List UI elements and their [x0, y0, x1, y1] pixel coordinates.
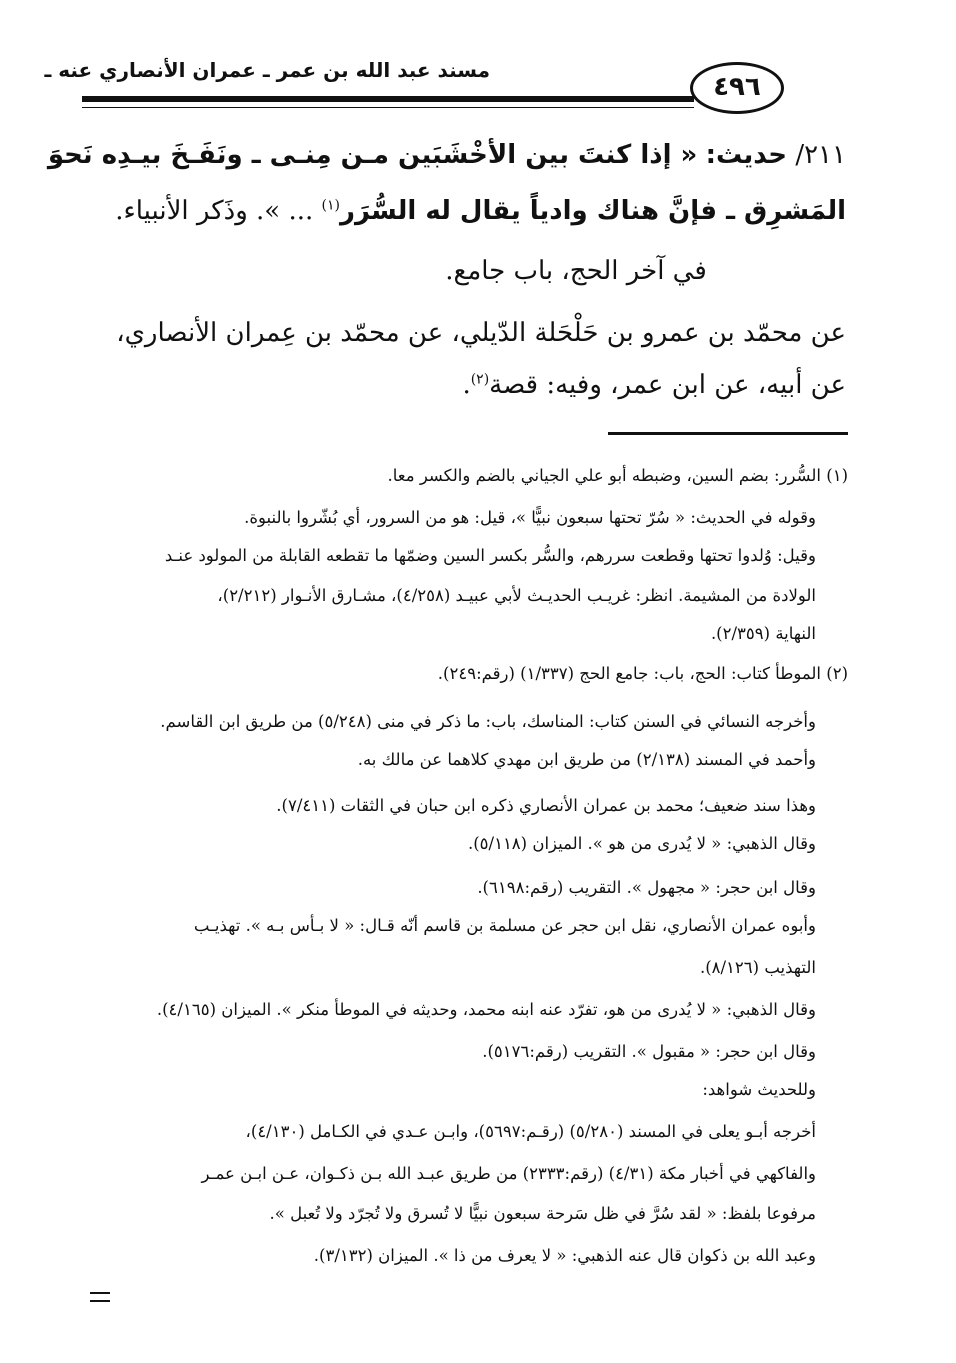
footnote-line: وقوله في الحديث: « سُرّ تحتها سبعون نبيًّا »، قيل: هو من السرور، أي بُشّروا بالنبوة.	[244, 508, 816, 527]
isnad-line-1: عن محمّد بن عمرو بن حَلْحَلة الدّيلي، عن محمّد بن عِمران الأنصاري،	[116, 318, 846, 348]
footnote-line: النهاية (٢/٣٥٩).	[710, 624, 816, 643]
hadith-text-2: المَشرِق ـ فإنَّ هناك وادياً يقال له السُّرَر	[340, 196, 846, 226]
hadith-location: في آخر الحج، باب جامع.	[445, 256, 707, 286]
isnad-line-2	[86, 370, 846, 400]
footnote-ref-2[interactable]: (٢)	[470, 371, 490, 388]
isnad-end: .	[462, 370, 471, 400]
footnote-line: وأحمد في المسند (٢/١٣٨) من طريق ابن مهدي كلاهما عن مالك به.	[357, 750, 816, 769]
hadith-text-1: « إذا كنتَ بين الأخْشَبَين مـن مِنـى ـ ونَفَـخَ بيـدِه نَحوَ	[47, 140, 698, 170]
bottom-double-rule	[90, 1292, 110, 1302]
header-rule-thin	[82, 107, 694, 108]
footnote-line: وقال ابن حجر: « مقبول ». التقريب (رقم:٥١٧٦).	[482, 1042, 816, 1061]
running-title: مسند عبد الله بن عمر ـ عمران الأنصاري عنه ـ	[44, 58, 490, 82]
footnote-line: وقال الذهبي: « لا يُدرى من هو ». الميزان (٥/١١٨).	[467, 834, 816, 853]
hadith-text-2-rest: ... ». وذَكر الأنبياء.	[115, 196, 322, 226]
footnote-line: وقال ابن حجر: « مجهول ». التقريب (رقم:٦١٩٨).	[477, 878, 816, 897]
footnote-line: وقيل: وُلدوا تحتها وقطعت سررهم، والسُّر بكسر السين وضمّها ما تقطعه القابلة من المولود عنـد	[164, 546, 816, 565]
footnote-line: وأخرجه النسائي في السنن كتاب: المناسك، باب: ما ذكر في منى (٥/٢٤٨) من طريق ابن القاسم.	[160, 712, 816, 731]
footnote-line: وعبد الله بن ذكوان قال عنه الذهبي: « لا يعرف من ذا ». الميزان (٣/١٣٢).	[313, 1246, 816, 1265]
page-number: ٤٩٦	[690, 62, 784, 114]
hadith-number: ٢١١/	[795, 140, 846, 170]
footnote-line: وهذا سند ضعيف؛ محمد بن عمران الأنصاري ذكره ابن حبان في الثقات (٧/٤١١).	[276, 796, 816, 815]
footnote-line: وأبوه عمران الأنصاري، نقل ابن حجر عن مسلمة بن قاسم أنّه قـال: « لا بـأس بـه ». تهذيـب	[193, 916, 816, 935]
footnote-line: (١) السُّرر: بضم السين، وضبطه أبو علي الجياني بالضم والكسر معا.	[387, 466, 848, 485]
footnote-line: والفاكهي في أخبار مكة (٤/٣١) (رقم:٢٣٣٣) من طريق عبـد الله بـن ذكـوان، عـن ابـن عمـر	[201, 1164, 816, 1183]
hadith-line-2	[86, 196, 846, 226]
footnote-line: (٢) الموطأ كتاب: الحج، باب: جامع الحج (١/٣٣٧) (رقم:٢٤٩).	[437, 664, 848, 683]
footnote-line: مرفوعا بلفظ: « لقد سُرَّ في ظل سَرحة سبعون نبيًّا لا تُسرق ولا تُجرّد ولا تُعبل ».	[269, 1204, 816, 1223]
header-rule-thick	[82, 96, 694, 102]
isnad-text-2: عن أبيه، عن ابن عمر، وفيه: قصة	[489, 370, 846, 400]
footnote-line: التهذيب (٨/١٢٦).	[699, 958, 816, 977]
footnote-line: أخرجه أبـو يعلى في المسند (٥/٢٨٠) (رقـم:٥٦٩٧)، وابـن عـدي في الكـامل (٤/١٣٠)،	[245, 1122, 816, 1141]
hadith-line-1	[47, 140, 846, 170]
footnote-ref-1[interactable]: (١)	[321, 197, 341, 214]
footnote-separator	[608, 432, 848, 435]
hadith-label: حديث:	[705, 140, 788, 170]
footnote-line: الولادة من المشيمة. انظر: غريـب الحديـث لأبي عبيـد (٤/٢٥٨)، مشـارق الأنـوار (٢/٢١٢)،	[217, 586, 816, 605]
footnote-line: وللحديث شواهد:	[702, 1080, 816, 1099]
footnote-line: وقال الذهبي: « لا يُدرى من هو، تفرّد عنه ابنه محمد، وحديثه في الموطأ منكر ». الميزان (٤/١٦٥).	[156, 1000, 816, 1019]
